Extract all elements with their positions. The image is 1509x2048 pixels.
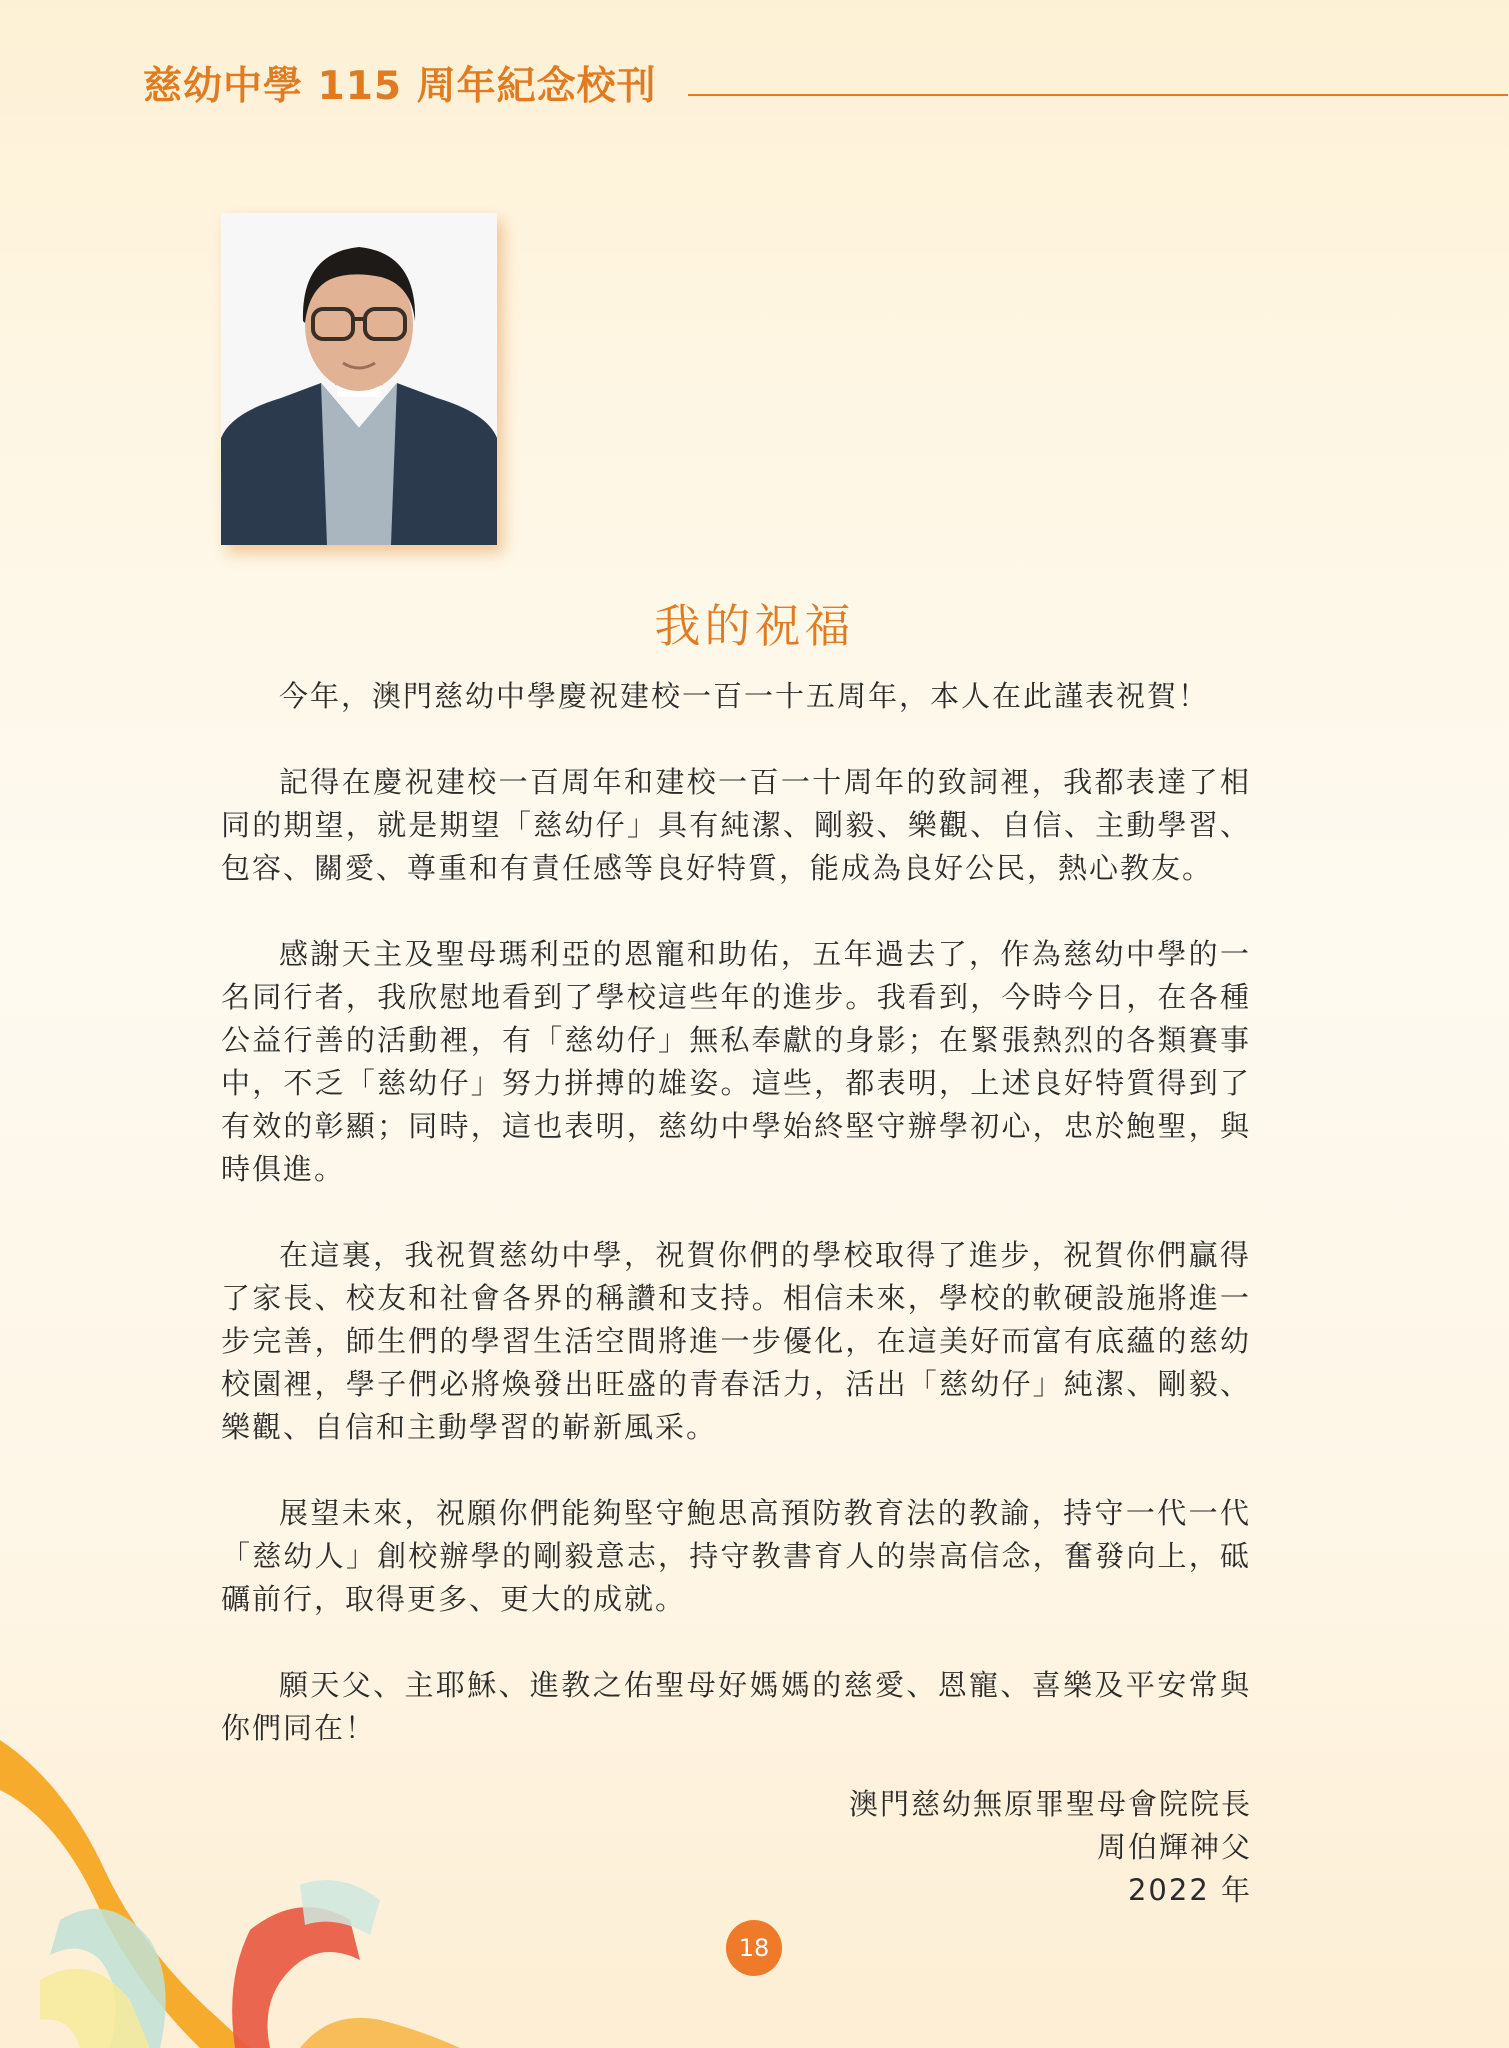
paragraph-6: 願天父、主耶穌、進教之佑聖母好媽媽的慈愛、恩寵、喜樂及平安常與你們同在！ [221, 1668, 1251, 1745]
signature-year: 2022 年 [1127, 1873, 1252, 1907]
author-portrait [221, 213, 497, 545]
decorative-ribbon [0, 1720, 520, 2048]
signature-organization: 澳門慈幼無原罪聖母會院院長 [848, 1787, 1252, 1821]
page-number-badge: 18 [726, 1920, 782, 1976]
paragraph-4: 在這裏，我祝賀慈幼中學，祝賀你們的學校取得了進步，祝賀你們贏得了家長、校友和社會各界的稱讚和支持。相信未來，學校的軟硬設施將進一步完善，師生們的學習生活空間將進一步優化，在這美好而富有底蘊的慈幼校園裡，學子們必將煥發出旺盛的青春活力，活出「慈幼仔」純潔、剛毅、樂觀、自信和主動學習的嶄新風采。 [221, 1238, 1251, 1444]
paragraph-3: 感謝天主及聖母瑪利亞的恩寵和助佑，五年過去了，作為慈幼中學的一名同行者，我欣慰地看到了學校這些年的進步。我看到，今時今日，在各種公益行善的活動裡，有「慈幼仔」無私奉獻的身影；在緊張熱烈的各類賽事中，不乏「慈幼仔」努力拼搏的雄姿。這些，都表明，上述良好特質得到了有效的彰顯；同時，這也表明，慈幼中學始終堅守辦學初心，忠於鮑聖，與時俱進。 [221, 937, 1251, 1186]
page-header [143, 62, 1368, 112]
paragraph-5: 展望未來，祝願你們能夠堅守鮑思高預防教育法的教諭，持守一代一代「慈幼人」創校辦學的剛毅意志，持守教書育人的崇高信念，奮發向上，砥礪前行，取得更多、更大的成就。 [221, 1496, 1251, 1616]
paragraph-1: 今年，澳門慈幼中學慶祝建校一百一十五周年，本人在此謹表祝賀！ [279, 679, 1210, 713]
paragraph-2: 記得在慶祝建校一百周年和建校一百一十周年的致詞裡，我都表達了相同的期望，就是期望「慈幼仔」具有純潔、剛毅、樂觀、自信、主動學習、包容、關愛、尊重和有責任感等良好特質，能成為良好公民，熱心教友。 [221, 765, 1251, 885]
article-title: 我的祝福 [654, 599, 855, 653]
signature-block [849, 1783, 1252, 1912]
article-body [221, 675, 1251, 1793]
publication-title: 慈幼中學 115 周年紀念校刊 [143, 64, 657, 109]
portrait-photo [221, 213, 497, 545]
signature-name: 周伯輝神父 [1096, 1830, 1252, 1864]
header-divider [688, 94, 1508, 96]
